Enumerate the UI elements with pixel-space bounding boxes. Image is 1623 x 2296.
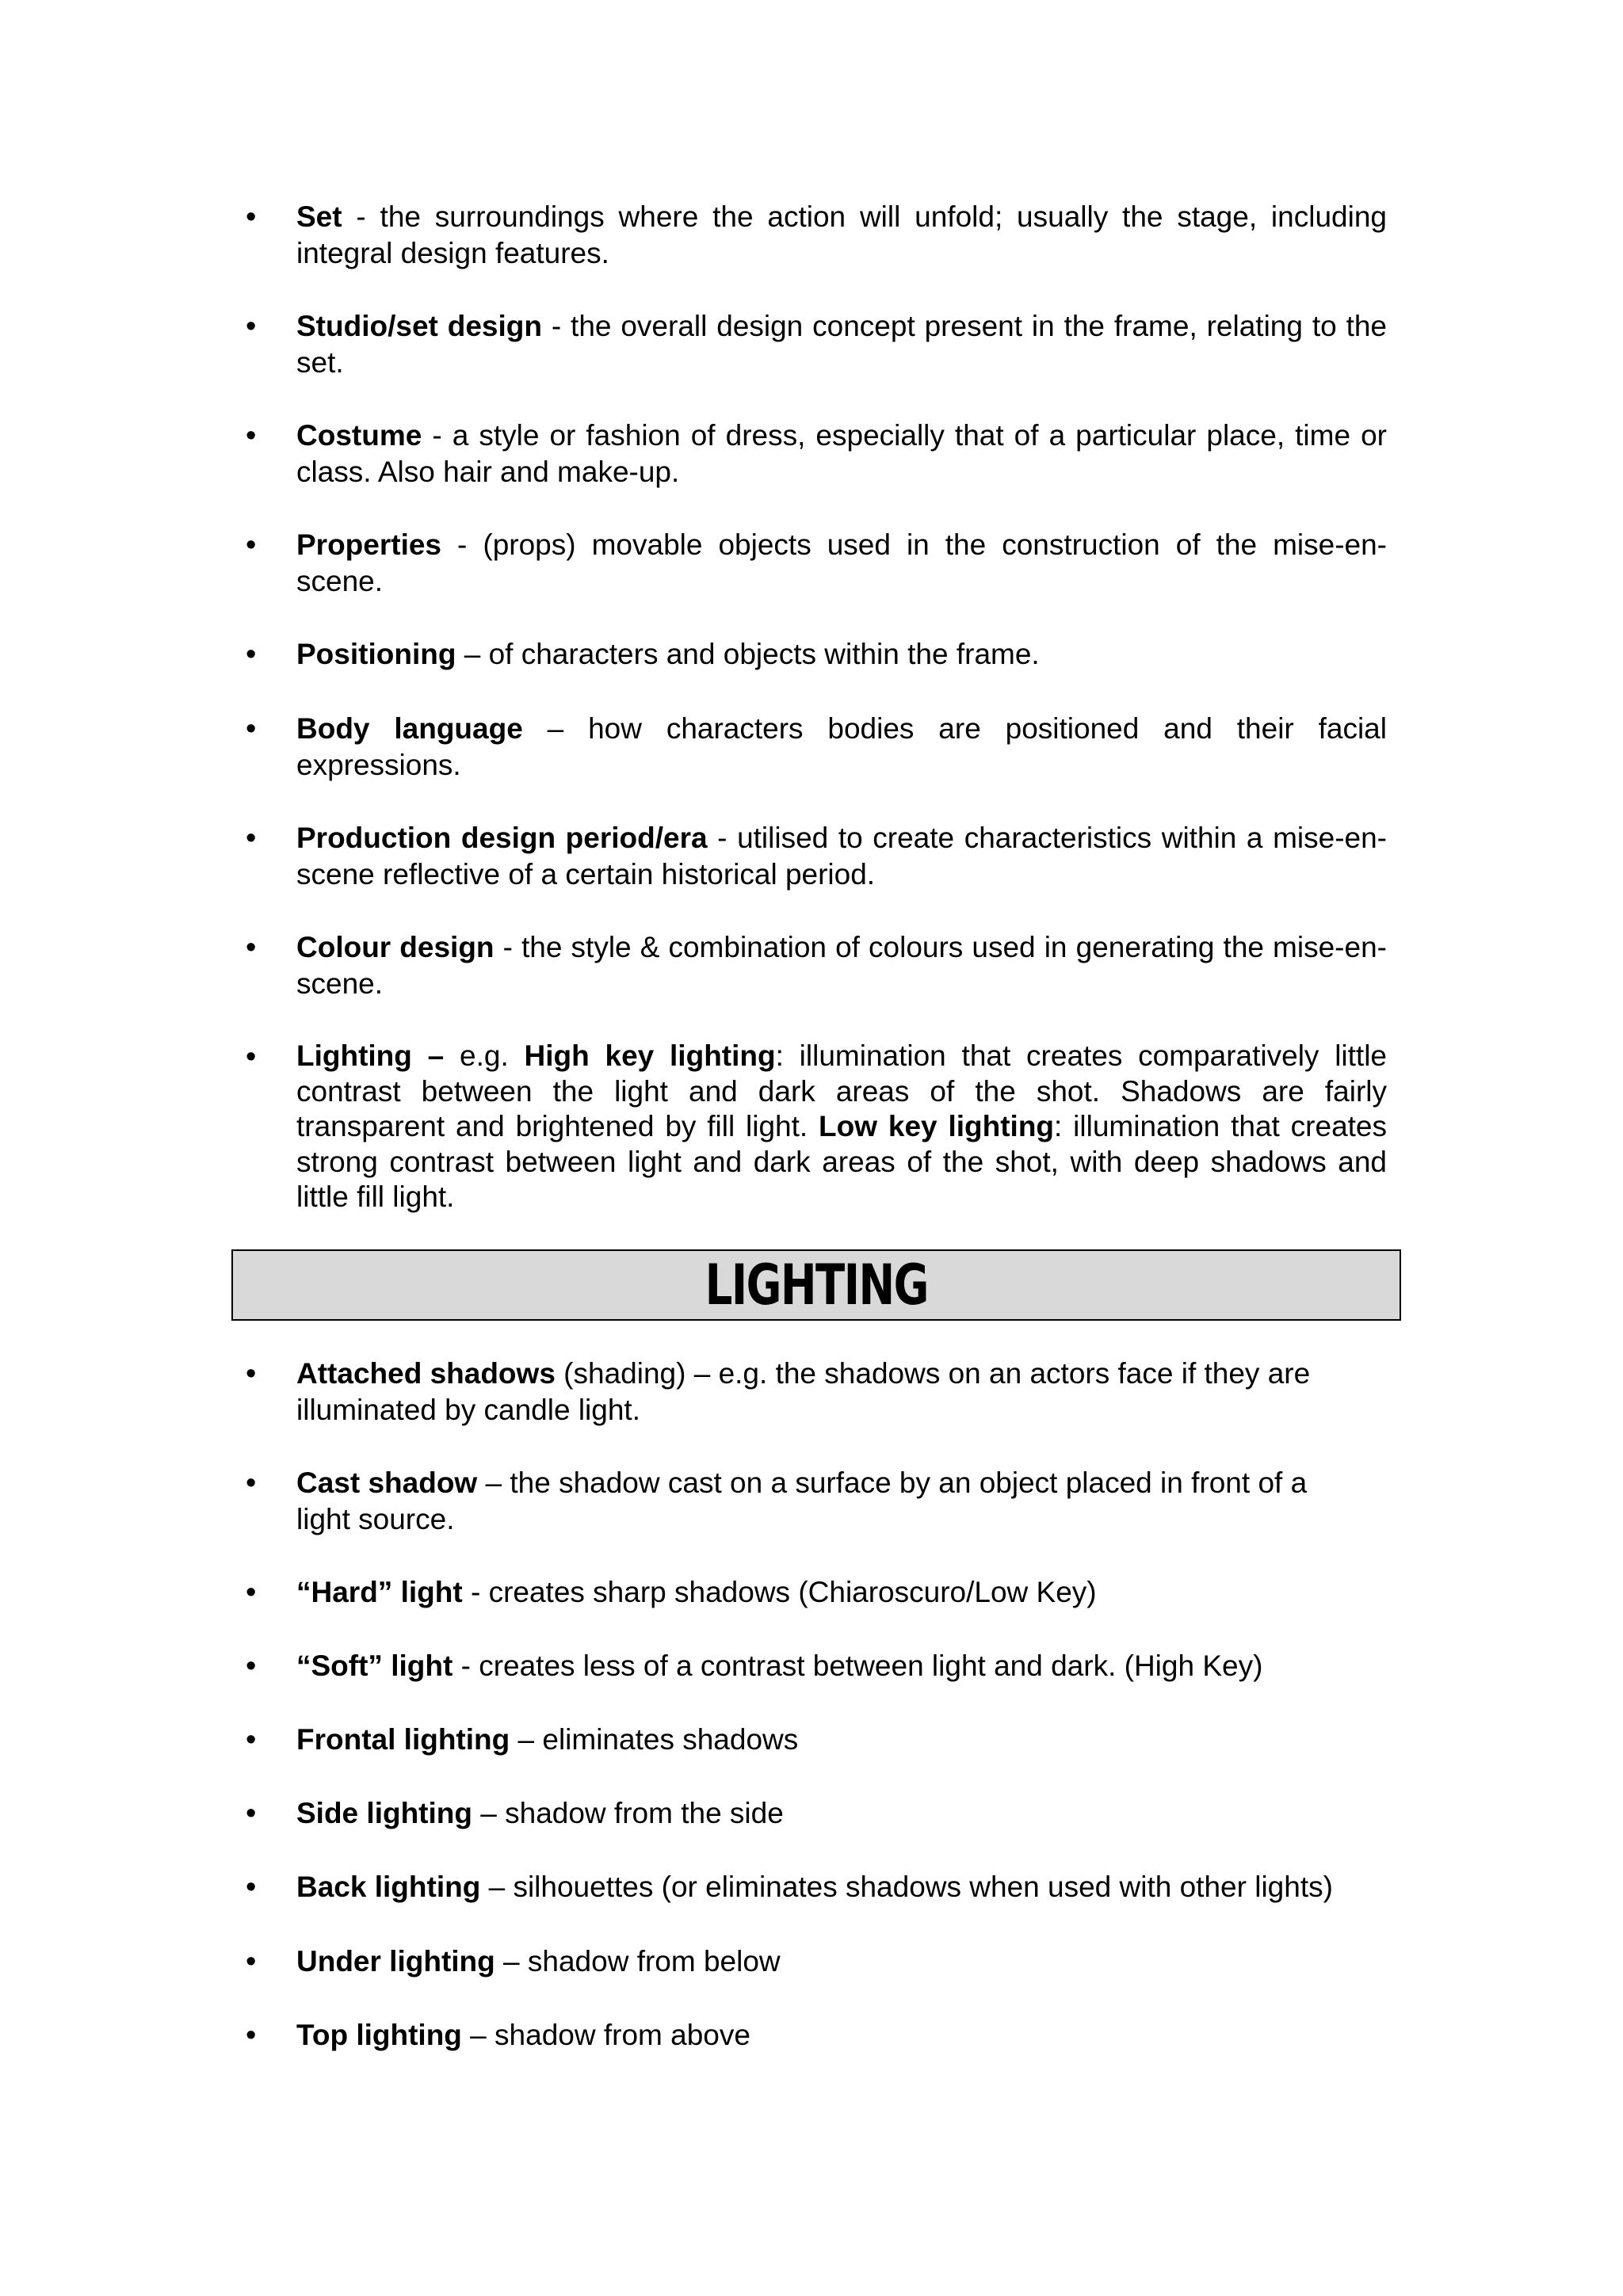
item-text <box>296 820 1387 893</box>
bullet: • <box>246 1466 257 1500</box>
list-item-hard-light <box>246 1574 1387 1611</box>
item-text <box>296 1795 1387 1832</box>
bullet: • <box>246 200 257 234</box>
item-text <box>296 1648 1387 1684</box>
list-item-studio-set-design <box>246 308 1387 381</box>
item-term: Studio/set design <box>296 310 542 342</box>
item-description: the style & combination of colours used in generating the mise-en-scene. <box>296 931 1387 1000</box>
item-term: Frontal lighting <box>296 1723 510 1756</box>
item-separator: - <box>342 200 380 233</box>
item-text <box>296 2017 1387 2054</box>
list-item-lighting <box>246 1039 1387 1221</box>
item-term: Costume <box>296 419 422 452</box>
item-description: utilised to create characteristics within a mise-en-scene reflective of a certain historical period. <box>296 822 1388 891</box>
item-description: the overall design concept present in the frame, relating to the set. <box>296 310 1388 379</box>
list-item-back-lighting <box>246 1869 1387 1905</box>
item-term: “Soft” light <box>296 1650 453 1682</box>
item-separator: - <box>422 419 453 452</box>
list-item-production-design <box>246 820 1387 893</box>
list-item-properties <box>246 527 1387 600</box>
bullet: • <box>246 1871 257 1904</box>
high-key-term: High key lighting <box>524 1039 776 1072</box>
list-item-soft-light <box>246 1648 1387 1684</box>
item-term: Positioning <box>296 638 456 670</box>
item-separator: – <box>456 638 489 670</box>
item-term: Colour design <box>296 931 495 963</box>
low-key-term: Low key lighting <box>819 1110 1055 1142</box>
item-text <box>296 711 1387 784</box>
item-description: silhouettes (or eliminates shadows when used with other lights) <box>513 1871 1333 1903</box>
bullet: • <box>246 528 257 562</box>
item-prefix: e.g. <box>444 1039 525 1072</box>
item-term: Cast shadow <box>296 1466 478 1499</box>
list-item-top-lighting <box>246 2017 1387 2054</box>
item-description: of characters and objects within the frame. <box>488 638 1040 670</box>
item-description: shadow from the side <box>505 1797 784 1829</box>
item-separator: – <box>522 712 589 745</box>
item-separator: – <box>461 2019 495 2051</box>
bullet: • <box>246 1040 257 1074</box>
item-description: eliminates shadows <box>542 1723 799 1756</box>
list-item-positioning <box>246 636 1387 673</box>
list-item-under-lighting <box>246 1943 1387 1980</box>
item-separator: - <box>707 822 738 854</box>
item-term: Set <box>296 200 342 233</box>
item-text <box>296 308 1387 381</box>
item-term: Production design period/era <box>296 822 708 854</box>
item-description: the shadow cast on a surface by an object placed in front of a light source. <box>296 1466 1308 1535</box>
item-description: shadow from above <box>495 2019 750 2051</box>
item-description: (props) movable objects used in the construction of the mise-en-scene. <box>296 528 1387 597</box>
item-term: Lighting – <box>296 1039 445 1072</box>
item-separator: (shading) – <box>555 1357 719 1390</box>
item-description: shadow from below <box>527 1945 781 1978</box>
item-description: the surroundings where the action will unfold; usually the stage, including integral design features. <box>296 200 1387 269</box>
item-separator: - <box>453 1650 479 1682</box>
item-term: Properties <box>296 528 442 561</box>
bullet: • <box>246 1357 257 1390</box>
bullet: • <box>246 419 257 452</box>
bullet: • <box>246 1945 257 1978</box>
item-description: e.g. the shadows on an actors face if they are illuminated by candle light. <box>296 1357 1311 1426</box>
list-item-frontal-lighting <box>246 1722 1387 1758</box>
item-separator: - <box>462 1576 489 1608</box>
item-description: how characters bodies are positioned and their facial expressions. <box>296 712 1387 781</box>
high-key-description: : illumination that creates comparatively little contrast between the light and dark areas of the shot. Shadows are fairly transparent and brightened by fill light. <box>296 1039 1387 1142</box>
item-text <box>296 929 1387 1002</box>
item-term: Body language <box>296 712 523 745</box>
item-separator: – <box>480 1871 514 1903</box>
item-text <box>296 1356 1339 1428</box>
item-text <box>296 1943 1387 1980</box>
item-text <box>296 1722 1387 1758</box>
item-text <box>296 636 1387 673</box>
section-heading-box <box>231 1249 1401 1321</box>
list-item-side-lighting <box>246 1795 1387 1832</box>
item-term: Under lighting <box>296 1945 495 1978</box>
section-heading: LIGHTING <box>705 1253 928 1318</box>
item-term: Top lighting <box>296 2019 462 2051</box>
item-separator: - <box>541 310 571 342</box>
item-separator: - <box>441 528 483 561</box>
item-text <box>296 1869 1387 1905</box>
item-description: creates less of a contrast between light and dark. (High Key) <box>479 1650 1263 1682</box>
bullet: • <box>246 1650 257 1683</box>
item-term: Attached shadows <box>296 1357 556 1390</box>
item-separator: – <box>510 1723 543 1756</box>
item-text <box>296 1039 1387 1215</box>
item-separator: – <box>477 1466 510 1499</box>
bullet: • <box>246 822 257 855</box>
item-text <box>296 1574 1387 1611</box>
list-item-body-language <box>246 711 1387 784</box>
item-description: creates sharp shadows (Chiaroscuro/Low Key) <box>488 1576 1097 1608</box>
item-description: a style or fashion of dress, especially that of a particular place, time or class. Also hair and make-up. <box>296 419 1387 488</box>
bullet: • <box>246 310 257 343</box>
item-term: Back lighting <box>296 1871 481 1903</box>
item-text <box>296 199 1387 272</box>
item-text <box>296 527 1387 600</box>
item-term: Side lighting <box>296 1797 472 1829</box>
item-text <box>296 418 1387 490</box>
list-item-set <box>246 199 1387 272</box>
item-text <box>296 1465 1339 1538</box>
item-separator: - <box>494 931 522 963</box>
low-key-description: : illumination that creates strong contrast between light and dark areas of the shot, with deep shadows and little fill light. <box>296 1110 1387 1213</box>
list-item-attached-shadows <box>246 1356 1387 1428</box>
item-separator: – <box>472 1797 506 1829</box>
bullet: • <box>246 638 257 671</box>
list-item-costume <box>246 418 1387 490</box>
bullet: • <box>246 1576 257 1609</box>
list-item-cast-shadow <box>246 1465 1387 1538</box>
item-separator: – <box>495 1945 528 1978</box>
bullet: • <box>246 2019 257 2052</box>
bullet: • <box>246 931 257 964</box>
item-term: “Hard” light <box>296 1576 463 1608</box>
list-item-colour-design <box>246 929 1387 1002</box>
bullet: • <box>246 1797 257 1830</box>
bullet: • <box>246 1723 257 1756</box>
bullet: • <box>246 712 257 746</box>
